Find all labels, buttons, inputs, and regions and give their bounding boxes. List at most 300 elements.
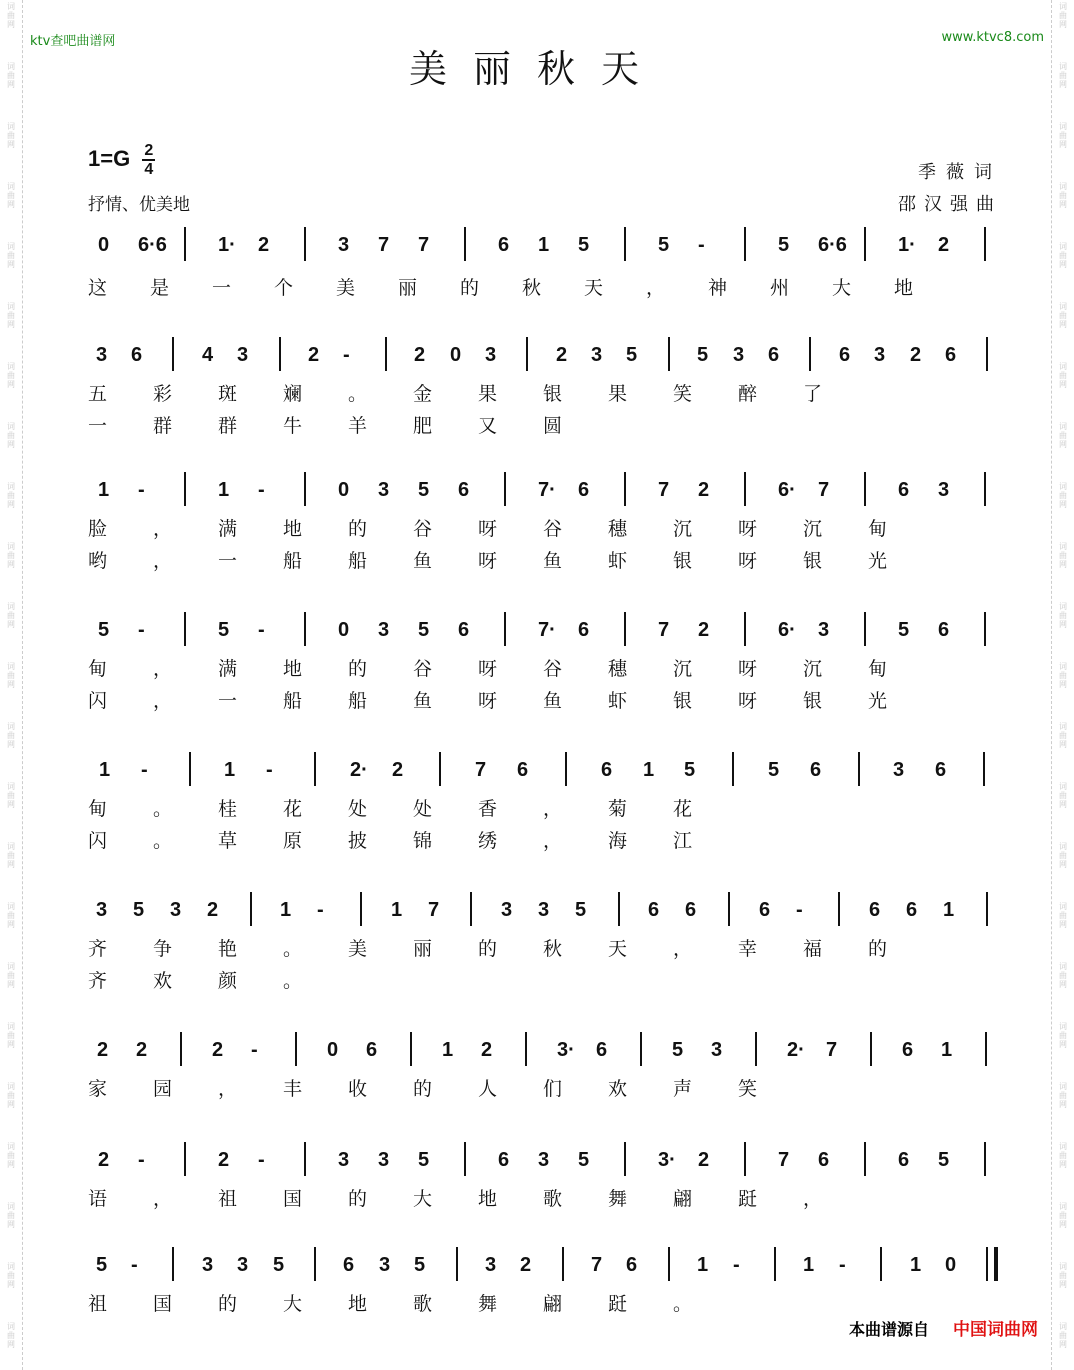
watermark-text: 词 曲 网 bbox=[7, 302, 15, 329]
note: 2 bbox=[481, 1039, 493, 1061]
note: 7 bbox=[475, 759, 487, 781]
note: 3 bbox=[96, 899, 108, 921]
note: 6 bbox=[938, 619, 950, 641]
note: 5 bbox=[273, 1254, 285, 1276]
note: 6 bbox=[898, 479, 910, 501]
note: 5 bbox=[418, 619, 430, 641]
note: 1 bbox=[697, 1254, 709, 1276]
watermark-text: 词 曲 网 bbox=[1059, 542, 1067, 569]
watermark-text: 词 曲 网 bbox=[1059, 782, 1067, 809]
barline bbox=[295, 1032, 297, 1066]
note: 5 bbox=[418, 479, 430, 501]
note: 2 bbox=[556, 344, 568, 366]
song-title: 美丽秋天 bbox=[408, 47, 665, 91]
note: 6 bbox=[458, 479, 470, 501]
note: 1 bbox=[643, 759, 655, 781]
note: 3 bbox=[538, 899, 550, 921]
barline bbox=[304, 227, 306, 261]
note: 1 bbox=[99, 759, 111, 781]
note: - bbox=[317, 899, 324, 921]
note: 3 bbox=[485, 1254, 497, 1276]
watermark-text: 词 曲 网 bbox=[7, 1082, 15, 1109]
barline bbox=[184, 612, 186, 646]
barline bbox=[464, 1142, 466, 1176]
lyric-line: 哟，一船船鱼呀鱼虾银呀银光 bbox=[88, 550, 934, 572]
note: 2 bbox=[212, 1039, 224, 1061]
note: 6 bbox=[869, 899, 881, 921]
watermark-text: 词 曲 网 bbox=[1059, 182, 1067, 209]
barline bbox=[668, 1247, 670, 1281]
note: 5 bbox=[218, 619, 230, 641]
note: 6 bbox=[458, 619, 470, 641]
barline bbox=[755, 1032, 757, 1066]
staff-system bbox=[84, 1140, 1010, 1210]
watermark-text: 词 曲 网 bbox=[7, 1262, 15, 1289]
barline bbox=[984, 1142, 986, 1176]
barline bbox=[744, 227, 746, 261]
watermark-text: 词 曲 网 bbox=[1059, 1082, 1067, 1109]
note: 0 bbox=[327, 1039, 339, 1061]
staff-system bbox=[84, 1245, 1010, 1315]
note: - bbox=[343, 344, 350, 366]
note: 6 bbox=[839, 344, 851, 366]
note: 2 bbox=[308, 344, 320, 366]
barline bbox=[732, 752, 734, 786]
note: - bbox=[733, 1254, 740, 1276]
note: 5 bbox=[778, 234, 790, 256]
watermark-text: 词 曲 网 bbox=[1059, 242, 1067, 269]
note: 2 bbox=[698, 619, 710, 641]
lyric-line: 这是一个美丽的秋天，神州大地 bbox=[88, 277, 957, 299]
left-watermark-strip bbox=[0, 0, 23, 1370]
watermark-text: 词 曲 网 bbox=[1059, 422, 1067, 449]
note: - bbox=[138, 1149, 145, 1171]
watermark-text: 词 曲 网 bbox=[7, 842, 15, 869]
barline bbox=[618, 892, 620, 926]
staff-system bbox=[84, 610, 1010, 712]
barline bbox=[870, 1032, 872, 1066]
note: 6 bbox=[498, 1149, 510, 1171]
lyric-line: 闪，一船船鱼呀鱼虾银呀银光 bbox=[88, 690, 934, 712]
note: 5 bbox=[133, 899, 145, 921]
barline bbox=[838, 892, 840, 926]
barline bbox=[184, 1142, 186, 1176]
barline bbox=[984, 612, 986, 646]
barline bbox=[314, 752, 316, 786]
note: 6·6 bbox=[138, 234, 167, 256]
note: 3 bbox=[893, 759, 905, 781]
note: - bbox=[258, 1149, 265, 1171]
source-note: 本曲谱源自 bbox=[848, 1320, 929, 1339]
barline bbox=[986, 892, 988, 926]
note: 7 bbox=[818, 479, 830, 501]
note: 6 bbox=[596, 1039, 608, 1061]
note: 0 bbox=[338, 619, 350, 641]
barline bbox=[314, 1247, 316, 1281]
note: 3 bbox=[538, 1149, 550, 1171]
note: - bbox=[138, 479, 145, 501]
staff-system bbox=[84, 225, 1010, 299]
note: 5 bbox=[768, 759, 780, 781]
barline bbox=[640, 1032, 642, 1066]
note: 1 bbox=[941, 1039, 953, 1061]
watermark-text: 词 曲 网 bbox=[7, 902, 15, 929]
note: 3 bbox=[96, 344, 108, 366]
lyric-line: 一群群牛羊肥又圆 bbox=[88, 415, 609, 437]
note: 2 bbox=[698, 479, 710, 501]
note: - bbox=[266, 759, 273, 781]
barline bbox=[189, 752, 191, 786]
watermark-text: 词 曲 网 bbox=[7, 242, 15, 269]
note: 2 bbox=[910, 344, 922, 366]
note: 6·6 bbox=[818, 234, 847, 256]
note: 6 bbox=[131, 344, 143, 366]
note: 2· bbox=[350, 759, 368, 781]
note: 1 bbox=[803, 1254, 815, 1276]
barline bbox=[986, 337, 988, 371]
note: 6 bbox=[906, 899, 918, 921]
watermark-text: 词 曲 网 bbox=[1059, 482, 1067, 509]
note: 1 bbox=[943, 899, 955, 921]
lyric-line: 脸，满地的谷呀谷穗沉呀沉甸 bbox=[88, 518, 934, 540]
key-label: 1=G bbox=[88, 145, 131, 171]
watermark-text: 词 曲 网 bbox=[7, 1022, 15, 1049]
barline bbox=[774, 1247, 776, 1281]
barline bbox=[456, 1247, 458, 1281]
notes-row bbox=[84, 1030, 1010, 1070]
barline bbox=[624, 227, 626, 261]
note: 6 bbox=[517, 759, 529, 781]
notes-row bbox=[84, 335, 1010, 375]
barline bbox=[304, 612, 306, 646]
note: 6 bbox=[935, 759, 947, 781]
note: 6 bbox=[498, 234, 510, 256]
notes-row bbox=[84, 470, 1010, 510]
barline bbox=[858, 752, 860, 786]
note: 3 bbox=[378, 619, 390, 641]
right-watermark-strip bbox=[1051, 0, 1074, 1370]
barline bbox=[439, 752, 441, 786]
watermark-text: 词 曲 网 bbox=[7, 782, 15, 809]
note: 3 bbox=[379, 1254, 391, 1276]
watermark-text: 词 曲 网 bbox=[7, 1142, 15, 1169]
barline bbox=[304, 1142, 306, 1176]
note: 6 bbox=[945, 344, 957, 366]
note: - bbox=[141, 759, 148, 781]
note: 3 bbox=[378, 1149, 390, 1171]
time-top: 2 bbox=[144, 142, 154, 159]
watermark-text: 词 曲 网 bbox=[1059, 1202, 1067, 1229]
note: 1 bbox=[224, 759, 236, 781]
note: 5 bbox=[626, 344, 638, 366]
barline bbox=[360, 892, 362, 926]
note: 5 bbox=[672, 1039, 684, 1061]
note: 3 bbox=[237, 1254, 249, 1276]
note: 3 bbox=[202, 1254, 214, 1276]
note: 6 bbox=[366, 1039, 378, 1061]
watermark-text: 词 曲 网 bbox=[1059, 2, 1067, 29]
watermark-text: 词 曲 网 bbox=[7, 422, 15, 449]
barline bbox=[464, 227, 466, 261]
note: 5 bbox=[578, 234, 590, 256]
note: 6 bbox=[768, 344, 780, 366]
note: - bbox=[698, 234, 705, 256]
note: 6 bbox=[818, 1149, 830, 1171]
note: 7· bbox=[538, 619, 556, 641]
barline bbox=[864, 472, 866, 506]
key-signature bbox=[88, 142, 155, 178]
staff-system bbox=[84, 1030, 1010, 1100]
note: 6 bbox=[578, 479, 590, 501]
staff-system bbox=[84, 470, 1010, 572]
lyricist-credit: 季薇词 bbox=[918, 162, 1002, 183]
note: 3· bbox=[658, 1149, 676, 1171]
note: 4 bbox=[202, 344, 214, 366]
barline bbox=[984, 227, 986, 261]
note: 2 bbox=[218, 1149, 230, 1171]
barline bbox=[624, 472, 626, 506]
note: 6· bbox=[778, 479, 796, 501]
note: 3 bbox=[711, 1039, 723, 1061]
note: 5 bbox=[98, 619, 110, 641]
note: 3 bbox=[501, 899, 513, 921]
lyric-line: 齐欢颜。 bbox=[88, 970, 349, 992]
barline bbox=[184, 227, 186, 261]
note: 0 bbox=[338, 479, 350, 501]
site-url-right[interactable]: www.ktvc8.com bbox=[941, 30, 1044, 45]
note: 2· bbox=[787, 1039, 805, 1061]
lyric-line: 五彩斑斓。金果银果笑醉了 bbox=[88, 383, 869, 405]
notes-row bbox=[84, 750, 1010, 790]
watermark-text: 词 曲 网 bbox=[7, 722, 15, 749]
note: 2 bbox=[207, 899, 219, 921]
watermark-text: 词 曲 网 bbox=[1059, 302, 1067, 329]
barline bbox=[624, 612, 626, 646]
note: 6 bbox=[626, 1254, 638, 1276]
barline bbox=[809, 337, 811, 371]
note: 7 bbox=[826, 1039, 838, 1061]
note: 6 bbox=[898, 1149, 910, 1171]
watermark-text: 词 曲 网 bbox=[7, 362, 15, 389]
watermark-text: 词 曲 网 bbox=[1059, 842, 1067, 869]
note: 5 bbox=[414, 1254, 426, 1276]
notes-row bbox=[84, 890, 1010, 930]
watermark-text: 词 曲 网 bbox=[1059, 722, 1067, 749]
note: 5 bbox=[684, 759, 696, 781]
note: 5 bbox=[938, 1149, 950, 1171]
note: 6 bbox=[902, 1039, 914, 1061]
watermark-text: 词 曲 网 bbox=[1059, 62, 1067, 89]
note: 6 bbox=[601, 759, 613, 781]
lyric-line: 闪。草原披锦绣，海江 bbox=[88, 830, 739, 852]
barline bbox=[180, 1032, 182, 1066]
note: 1· bbox=[218, 234, 236, 256]
note: 6 bbox=[578, 619, 590, 641]
staff-system bbox=[84, 890, 1010, 992]
note: 2 bbox=[520, 1254, 532, 1276]
watermark-text: 词 曲 网 bbox=[7, 1202, 15, 1229]
note: 3 bbox=[818, 619, 830, 641]
barline bbox=[864, 612, 866, 646]
staff-system bbox=[84, 335, 1010, 437]
note: 0 bbox=[945, 1254, 957, 1276]
note: 7 bbox=[591, 1254, 603, 1276]
watermark-text: 词 曲 网 bbox=[7, 962, 15, 989]
barline bbox=[864, 1142, 866, 1176]
barline bbox=[304, 472, 306, 506]
watermark-text: 词 曲 网 bbox=[1059, 902, 1067, 929]
note: 7 bbox=[658, 479, 670, 501]
barline bbox=[562, 1247, 564, 1281]
note: - bbox=[839, 1254, 846, 1276]
note: 3 bbox=[938, 479, 950, 501]
note: 1 bbox=[218, 479, 230, 501]
lyric-line: 齐争艳。美丽的秋天，幸福的 bbox=[88, 938, 934, 960]
watermark-text: 词 曲 网 bbox=[1059, 122, 1067, 149]
note: - bbox=[258, 619, 265, 641]
note: 3 bbox=[733, 344, 745, 366]
barline bbox=[880, 1247, 882, 1281]
watermark-text: 词 曲 网 bbox=[1059, 1262, 1067, 1289]
barline bbox=[744, 1142, 746, 1176]
note: 7 bbox=[418, 234, 430, 256]
note: 2 bbox=[414, 344, 426, 366]
final-barline bbox=[986, 1247, 998, 1281]
watermark-text: 词 曲 网 bbox=[1059, 1142, 1067, 1169]
note: 5 bbox=[697, 344, 709, 366]
barline bbox=[250, 892, 252, 926]
note: 1 bbox=[910, 1254, 922, 1276]
note: 2 bbox=[698, 1149, 710, 1171]
barline bbox=[470, 892, 472, 926]
barline bbox=[668, 337, 670, 371]
note: 3 bbox=[485, 344, 497, 366]
note: 7 bbox=[778, 1149, 790, 1171]
note: 3 bbox=[338, 234, 350, 256]
note: 1 bbox=[98, 479, 110, 501]
notes-row bbox=[84, 225, 1010, 265]
note: 6· bbox=[778, 619, 796, 641]
barline bbox=[172, 1247, 174, 1281]
watermark-text: 词 曲 网 bbox=[1059, 1322, 1067, 1349]
notes-row bbox=[84, 1140, 1010, 1180]
note: 0 bbox=[98, 234, 110, 256]
barline bbox=[744, 472, 746, 506]
note: 1 bbox=[538, 234, 550, 256]
note: 5 bbox=[418, 1149, 430, 1171]
notes-row bbox=[84, 610, 1010, 650]
lyric-line: 甸。桂花处处香，菊花 bbox=[88, 798, 739, 820]
barline bbox=[864, 227, 866, 261]
note: 2 bbox=[392, 759, 404, 781]
note: 1 bbox=[442, 1039, 454, 1061]
barline bbox=[744, 612, 746, 646]
note: 2 bbox=[258, 234, 270, 256]
note: 6 bbox=[759, 899, 771, 921]
barline bbox=[504, 612, 506, 646]
watermark-text: 词 曲 网 bbox=[7, 482, 15, 509]
watermark-text: 词 曲 网 bbox=[1059, 662, 1067, 689]
barline bbox=[624, 1142, 626, 1176]
watermark-text: 词 曲 网 bbox=[7, 2, 15, 29]
note: 6 bbox=[343, 1254, 355, 1276]
note: 1 bbox=[280, 899, 292, 921]
note: 5 bbox=[575, 899, 587, 921]
watermark-text: 词 曲 网 bbox=[1059, 1022, 1067, 1049]
watermark-text: 词 曲 网 bbox=[7, 662, 15, 689]
barline bbox=[504, 472, 506, 506]
note: - bbox=[258, 479, 265, 501]
barline bbox=[565, 752, 567, 786]
note: - bbox=[131, 1254, 138, 1276]
watermark-text: 词 曲 网 bbox=[1059, 362, 1067, 389]
staff-system bbox=[84, 750, 1010, 852]
note: 3 bbox=[378, 479, 390, 501]
note: - bbox=[796, 899, 803, 921]
site-name-left[interactable]: ktv查吧曲谱网 bbox=[30, 34, 116, 49]
barline bbox=[279, 337, 281, 371]
composer-credit: 邵汉强曲 bbox=[898, 194, 1002, 215]
note: 3 bbox=[874, 344, 886, 366]
note: - bbox=[138, 619, 145, 641]
barline bbox=[985, 1032, 987, 1066]
note: 6 bbox=[685, 899, 697, 921]
note: 3 bbox=[237, 344, 249, 366]
lyric-line: 甸，满地的谷呀谷穗沉呀沉甸 bbox=[88, 658, 934, 680]
barline bbox=[410, 1032, 412, 1066]
note: 5 bbox=[658, 234, 670, 256]
watermark-text: 词 曲 网 bbox=[7, 1322, 15, 1349]
watermark-text: 词 曲 网 bbox=[1059, 962, 1067, 989]
note: 3· bbox=[557, 1039, 575, 1061]
source-site[interactable]: 中国词曲网 bbox=[953, 1320, 1038, 1340]
note: 5 bbox=[898, 619, 910, 641]
watermark-text: 词 曲 网 bbox=[7, 122, 15, 149]
note: 2 bbox=[136, 1039, 148, 1061]
note: 6 bbox=[648, 899, 660, 921]
note: 7· bbox=[538, 479, 556, 501]
lyric-line: 祖国的大地歌舞翩跹。 bbox=[88, 1293, 739, 1315]
watermark-text: 词 曲 网 bbox=[7, 542, 15, 569]
barline bbox=[184, 472, 186, 506]
lyric-line: 家园，丰收的人们欢声笑 bbox=[88, 1078, 804, 1100]
lyric-line: 语，祖国的大地歌舞翩跹， bbox=[88, 1188, 869, 1210]
barline bbox=[526, 337, 528, 371]
note: 5 bbox=[96, 1254, 108, 1276]
barline bbox=[728, 892, 730, 926]
watermark-text: 词 曲 网 bbox=[1059, 602, 1067, 629]
note: 1· bbox=[898, 234, 916, 256]
note: 5 bbox=[578, 1149, 590, 1171]
note: 3 bbox=[591, 344, 603, 366]
barline bbox=[525, 1032, 527, 1066]
note: 1 bbox=[391, 899, 403, 921]
note: 3 bbox=[338, 1149, 350, 1171]
note: 2 bbox=[97, 1039, 109, 1061]
note: 7 bbox=[428, 899, 440, 921]
watermark-text: 词 曲 网 bbox=[7, 62, 15, 89]
watermark-text: 词 曲 网 bbox=[7, 182, 15, 209]
note: 2 bbox=[938, 234, 950, 256]
barline bbox=[984, 472, 986, 506]
note: 2 bbox=[98, 1149, 110, 1171]
time-bottom: 4 bbox=[144, 161, 154, 178]
watermark-text: 词 曲 网 bbox=[7, 602, 15, 629]
barline bbox=[385, 337, 387, 371]
note: 6 bbox=[810, 759, 822, 781]
notes-row bbox=[84, 1245, 1010, 1285]
note: 7 bbox=[658, 619, 670, 641]
